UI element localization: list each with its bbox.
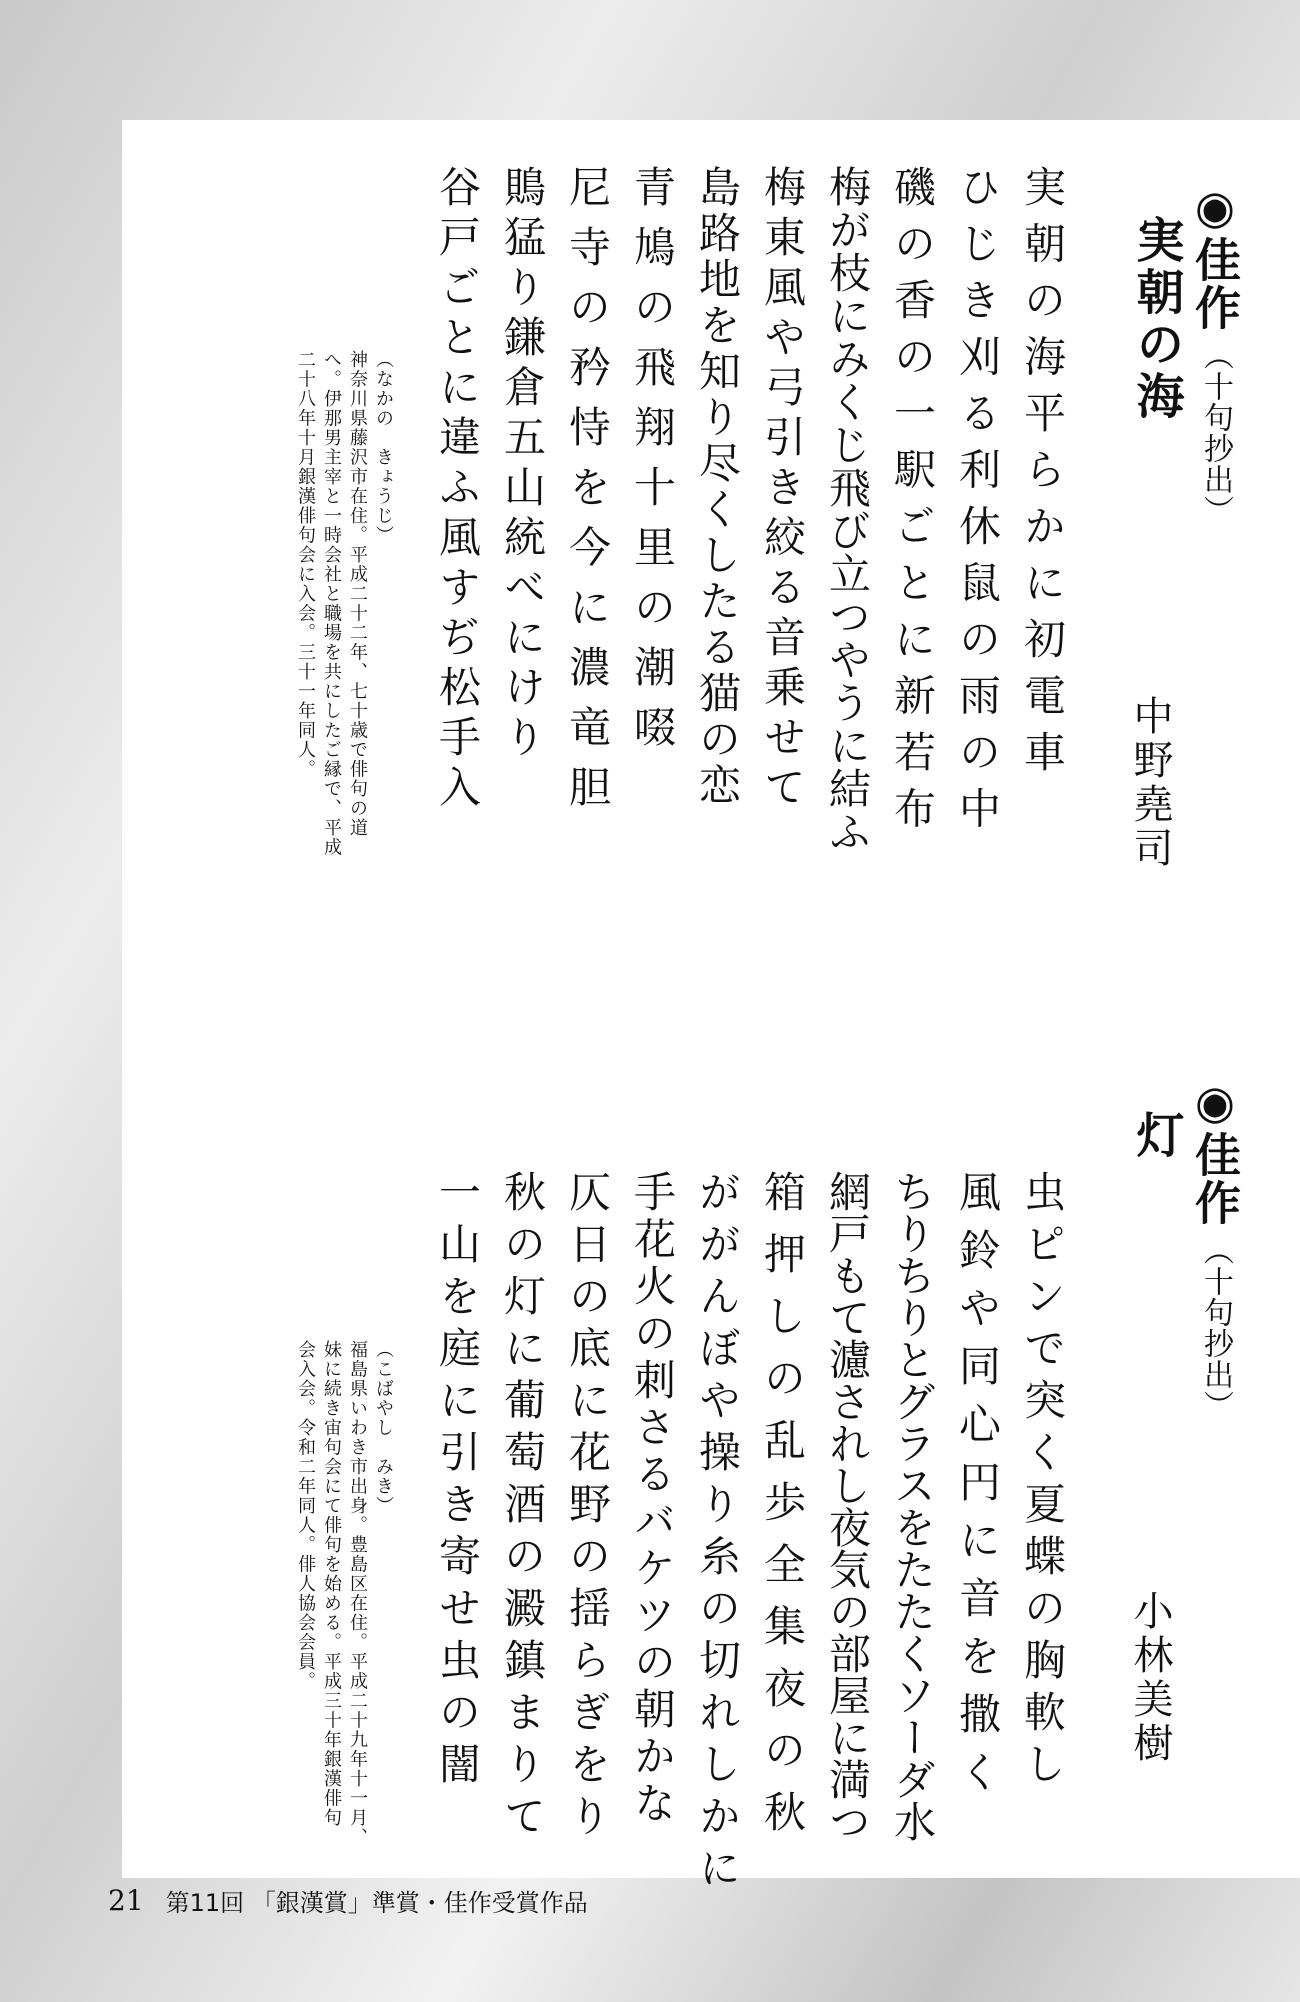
page-sheet — [122, 120, 1300, 1898]
work-title: 実朝の海 — [1128, 215, 1184, 423]
section-heading — [1182, 1075, 1248, 1421]
award-note: （十句抄出） — [1198, 340, 1233, 526]
haiku-line: ががんぼや操り糸の切れしかに — [693, 1170, 742, 1898]
author-bio-line: 会入会。令和二年同人。俳人協会会員。 — [295, 1340, 316, 1691]
haiku-line: 島路地を知り尽くしたる猫の恋 — [693, 165, 742, 809]
haiku-line: 虫ピンで突く夏蝶の胸軟し — [1018, 1170, 1067, 1794]
author-bio-line: 福島県いわき市出身。豊島区在住。平成二十九年十一月、 — [347, 1340, 368, 1847]
author-bio-line: 神奈川県藤沢市在住。平成二十二年、七十歳で俳句の道 — [347, 350, 368, 838]
author-name: 小林美樹 — [1127, 1590, 1173, 1766]
award-label: 佳作 — [1188, 236, 1242, 332]
page-number: 21 — [108, 1883, 144, 1917]
section-heading — [1182, 180, 1248, 526]
bullet-circle-icon: ◉ — [1188, 1075, 1242, 1131]
award-note: （十句抄出） — [1198, 1235, 1233, 1421]
haiku-line: ひじき刈る利休鼠の雨の中 — [953, 165, 1002, 843]
section-kobayashi — [122, 980, 1300, 1898]
author-name: 中野堯司 — [1127, 695, 1173, 871]
page-footer — [108, 1880, 588, 1920]
haiku-line: 磯の香の一駅ごとに新若布 — [888, 165, 937, 843]
haiku-line: 谷戸ごとに違ふ風すぢ松手入 — [433, 165, 482, 815]
haiku-line: ちりちりとグラスをたたくソーダ水 — [888, 1170, 937, 1842]
haiku-line: 箱押しの乱歩全集夜の秋 — [758, 1170, 807, 1852]
haiku-line: 青鳩の飛翔十里の潮啜 — [628, 165, 677, 765]
haiku-line: 手花火の刺さるバケツの朝かな — [628, 1170, 677, 1828]
author-bio-line: へ。伊那男主宰と一時会社と職場を共にしたご縁で、平成 — [321, 350, 342, 857]
haiku-line: 一山を庭に引き寄せ虫の闇 — [433, 1170, 482, 1794]
author-reading: （なかの きょうじ） — [373, 350, 394, 545]
haiku-line: 鵙猛り鎌倉五山統べにけり — [498, 165, 547, 765]
haiku-line: 網戸もて濾されし夜気の部屋に満つ — [823, 1170, 872, 1842]
haiku-line: 実朝の海平らかに初電車 — [1018, 165, 1067, 787]
haiku-line: 仄日の底に花野の揺らぎをり — [563, 1170, 612, 1846]
author-bio-line: 妹に続き宙句会にて俳句を始める。平成三十年銀漢俳句 — [321, 1340, 342, 1828]
bullet-circle-icon: ◉ — [1188, 180, 1242, 236]
author-bio-line: 二十八年十月銀漢俳句会に入会。三十一年同人。 — [295, 350, 316, 779]
running-title: 第11回 「銀漢賞」準賞・佳作受賞作品 — [165, 1888, 588, 1917]
award-label: 佳作 — [1188, 1131, 1242, 1227]
haiku-line: 尼寺の矜恃を今に濃竜胆 — [563, 165, 612, 825]
work-title: 灯 — [1128, 1110, 1184, 1162]
haiku-line: 風鈴や同心円に音を撒く — [953, 1170, 1002, 1808]
author-reading: （こばやし みき） — [373, 1340, 394, 1516]
haiku-line: 秋の灯に葡萄酒の澱鎮まりて — [498, 1170, 547, 1846]
haiku-line: 梅が枝にみくじ飛び立つやうに結ふ — [823, 165, 872, 853]
section-nakano — [122, 120, 1300, 980]
haiku-line: 梅東風や弓引き絞る音乗せて — [758, 165, 807, 815]
